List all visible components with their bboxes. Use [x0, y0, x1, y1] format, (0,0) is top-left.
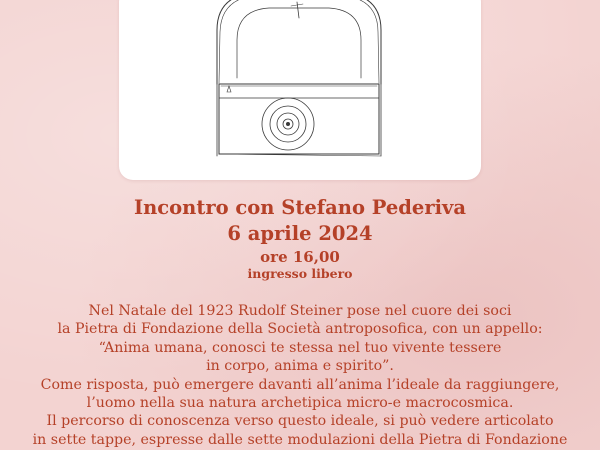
description-line: l’uomo nella sua natura archetipica micro-e macrocosmica. [86, 395, 514, 412]
drawing-card [119, 0, 481, 180]
event-time: ore 16,00 [260, 248, 340, 266]
description-line: Il percorso di conoscenza verso questo ideale, si può vedere articolato [46, 413, 554, 430]
event-entry: ingresso libero [247, 266, 353, 281]
event-description [0, 302, 600, 449]
description-line: la Pietra di Fondazione della Società antroposofica, con un appello: [57, 321, 543, 338]
sketch-illustration [119, 0, 481, 180]
event-date: 6 aprile 2024 [227, 222, 373, 245]
description-line: Nel Natale del 1923 Rudolf Steiner pose nel cuore dei soci [88, 303, 512, 319]
description-line: in corpo, anima e spirito”. [206, 358, 394, 375]
description-line: “Anima umana, conosci te stessa nel tuo vivente tessere [98, 339, 502, 356]
event-title: Incontro con Stefano Pederiva [133, 196, 466, 219]
description-line: Come risposta, può emergere davanti all’anima l’ideale da raggiungere, [40, 376, 560, 393]
description-line: in sette tappe, espresse dalle sette modulazioni della Pietra di Fondazione [32, 431, 568, 448]
